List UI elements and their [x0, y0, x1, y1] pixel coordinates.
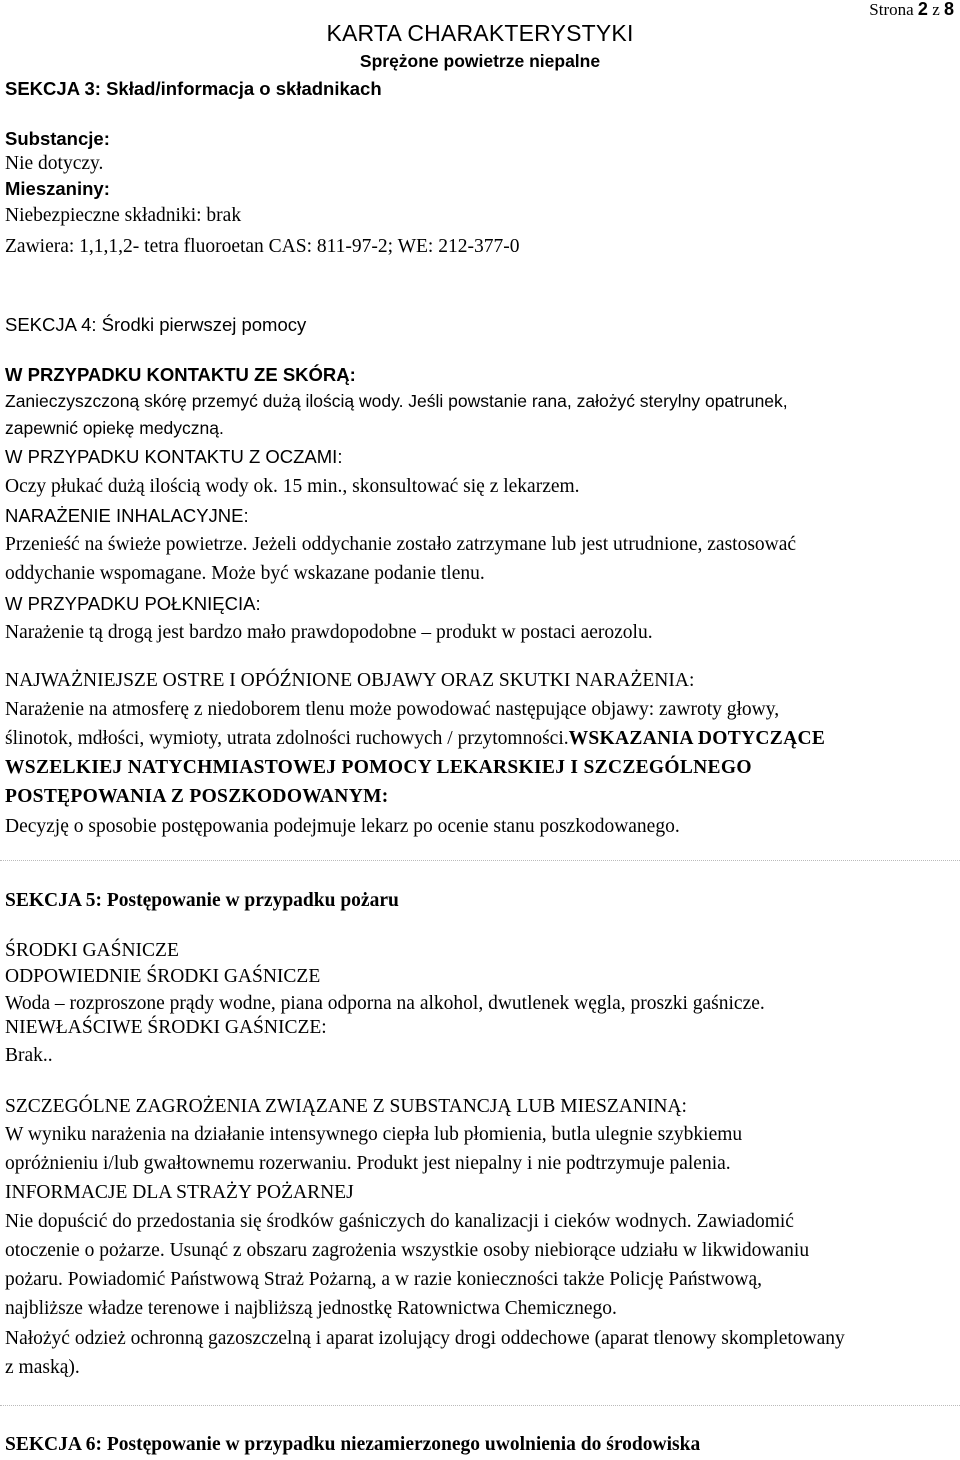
firefighters-text-1: Nie dopuścić do przedostania się środków gaśniczych do kanalizacji i cieków wodnych. Zawiadomić [5, 1211, 794, 1232]
page-total: 8 [943, 0, 954, 19]
page-label: Strona [869, 0, 914, 19]
eye-contact-label: W PRZYPADKU KONTAKTU Z OCZAMI: [5, 446, 343, 467]
page-of: z [932, 0, 940, 19]
special-hazards-text-1: W wyniku narażenia na działanie intensywnego ciepła lub płomienia, butla ulegnie szybkiemu [5, 1124, 743, 1145]
page-current: 2 [917, 0, 928, 19]
symptoms-label: NAJWAŻNIEJSZE OSTRE I OPÓŹNIONE OBJAWY ORAZ SKUTKI NARAŻENIA: [5, 670, 695, 691]
unsuitable-media-text: Brak.. [5, 1045, 53, 1066]
swallowing-text: Narażenie tą drogą jest bardzo mało prawdopodobne – produkt w postaci aerozolu. [5, 622, 653, 643]
firefighters-text-5: Nałożyć odzież ochronną gazoszczelną i aparat izolujący drogi oddechowe (aparat tlenowy skompletowany [5, 1328, 845, 1349]
section-divider-2 [0, 1405, 960, 1406]
contains-text: Zawiera: 1,1,1,2- tetra fluoroetan CAS: 811-97-2; WE: 212-377-0 [5, 236, 520, 257]
firefighters-text-3: pożaru. Powiadomić Państwową Straż Pożarną, a w razie konieczności także Policję Państwową, [5, 1269, 763, 1290]
firefighters-text-6: z maską). [5, 1357, 80, 1378]
skin-contact-text-2: zapewnić opiekę medyczną. [5, 418, 224, 438]
skin-contact-text-1: Zanieczyszczoną skórę przemyć dużą ilością wody. Jeśli powstanie rana, założyć sterylny opatrunek, [5, 391, 788, 411]
extinguishing-media-label: ŚRODKI GAŚNICZE [5, 940, 179, 961]
firefighters-text-2: otoczenie o pożarze. Usunąć z obszaru zagrożenia wszystkie osoby niebiorące udziału w likwidowaniu [5, 1240, 810, 1261]
mixtures-label: Mieszaniny: [5, 178, 110, 199]
inhalation-label: NARAŻENIE INHALACYJNE: [5, 505, 249, 526]
special-hazards-text-2: opróżnieniu i/lub gwałtownemu rozerwaniu. Produkt jest niepalny i nie podtrzymuje palenia. [5, 1153, 731, 1174]
indications-label-3: POSTĘPOWANIA Z POSZKODOWANYM: [5, 786, 389, 807]
substances-label: Substancje: [5, 128, 110, 149]
document-title: KARTA CHARAKTERYSTYKI [326, 20, 634, 46]
skin-contact-label: W PRZYPADKU KONTAKTU ZE SKÓRĄ: [5, 364, 356, 385]
indications-label-1: WSKAZANIA DOTYCZĄCE [568, 728, 826, 749]
inhalation-text-2: oddychanie wspomagane. Może być wskazane podanie tlenu. [5, 563, 485, 584]
special-hazards-label: SZCZEGÓLNE ZAGROŻENIA ZWIĄZANE Z SUBSTANCJĄ LUB MIESZANINĄ: [5, 1096, 687, 1117]
section3-heading: SEKCJA 3: Skład/informacja o składnikach [5, 78, 382, 99]
suitable-media-label: ODPOWIEDNIE ŚRODKI GAŚNICZE [5, 966, 321, 987]
page-number [869, 0, 954, 20]
firefighters-text-4: najbliższe władze terenowe i najbliższą jednostkę Ratownictwa Chemicznego. [5, 1298, 617, 1319]
document-subtitle: Sprężone powietrze niepalne [359, 51, 601, 71]
suitable-media-text: Woda – rozproszone prądy wodne, piana odporna na alkohol, dwutlenek węgla, proszki gaśnicze. [5, 993, 765, 1014]
unsuitable-media-label: NIEWŁAŚCIWE ŚRODKI GAŚNICZE: [5, 1017, 327, 1038]
inhalation-text-1: Przenieść na świeże powietrze. Jeżeli oddychanie zostało zatrzymane lub jest utrudnione, zastosować [5, 534, 797, 555]
section5-heading: SEKCJA 5: Postępowanie w przypadku pożaru [5, 890, 399, 911]
symptoms-text-1: Narażenie na atmosferę z niedoborem tlenu może powodować następujące objawy: zawroty głowy, [5, 699, 780, 720]
section6-heading: SEKCJA 6: Postępowanie w przypadku niezamierzonego uwolnienia do środowiska [5, 1434, 701, 1455]
substances-value: Nie dotyczy. [5, 153, 104, 174]
swallowing-label: W PRZYPADKU POŁKNIĘCIA: [5, 593, 261, 614]
hazardous-components: Niebezpieczne składniki: brak [5, 205, 242, 226]
indications-text: Decyzję o sposobie postępowania podejmuje lekarz po ocenie stanu poszkodowanego. [5, 816, 680, 837]
section-divider [0, 860, 960, 861]
symptoms-text-2-line [5, 728, 825, 750]
symptoms-text-2: ślinotok, mdłości, wymioty, utrata zdolności ruchowych / przytomności. [5, 728, 569, 749]
firefighters-label: INFORMACJE DLA STRAŻY POŻARNEJ [5, 1182, 354, 1203]
indications-label-2: WSZELKIEJ NATYCHMIASTOWEJ POMOCY LEKARSKIEJ I SZCZEGÓLNEGO [5, 757, 752, 778]
section4-heading: SEKCJA 4: Środki pierwszej pomocy [5, 314, 307, 335]
eye-contact-text: Oczy płukać dużą ilością wody ok. 15 min., skonsultować się z lekarzem. [5, 476, 580, 497]
